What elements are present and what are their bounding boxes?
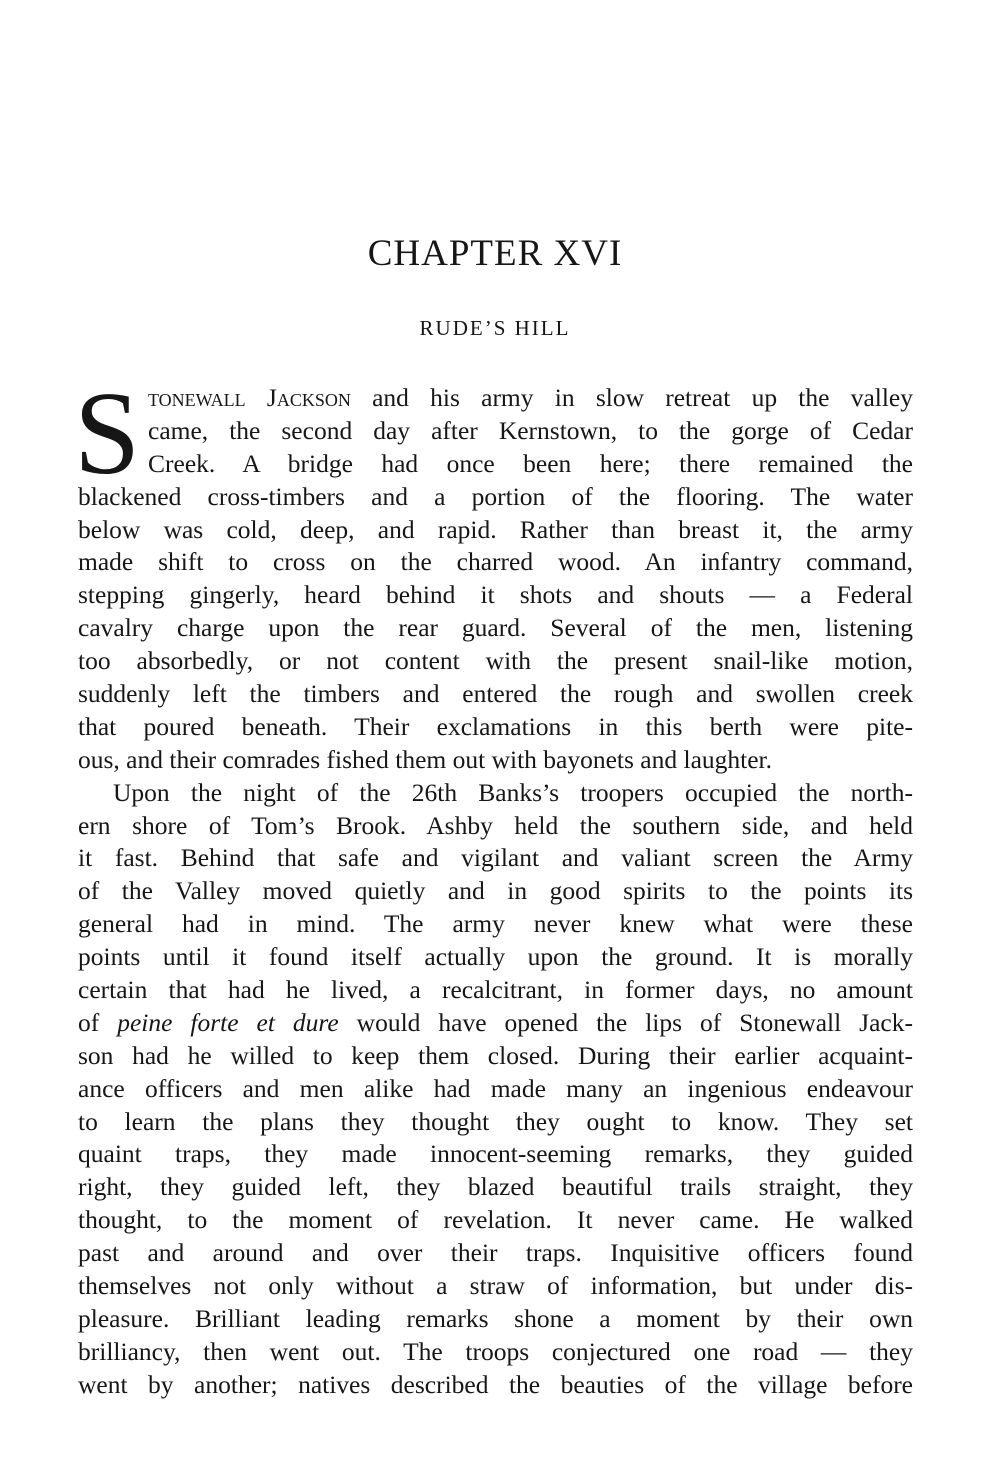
body-text xyxy=(74,367,913,1402)
paragraph-line: stepping gingerly, heard behind it shots and shouts — a Federal xyxy=(78,580,913,610)
paragraph-line: made shift to cross on the charred wood. An infantry command, xyxy=(78,547,913,577)
paragraph-line: past and around and over their traps. Inquisitive officers found xyxy=(78,1238,913,1268)
paragraph-line: Creek. A bridge had once been here; there remained the xyxy=(148,448,913,478)
paragraph-line: Upon the night of the 26th Banks’s troopers occupied the north- xyxy=(113,777,913,807)
paragraph-line: ance officers and men alike had made many an ingenious endeavour xyxy=(78,1073,913,1103)
paragraph-line: ous, and their comrades fished them out with bayonets and laughter. xyxy=(78,744,773,774)
paragraph-line: pleasure. Brilliant leading remarks shone a moment by their own xyxy=(78,1303,913,1333)
paragraph-line: right, they guided left, they blazed beautiful trails straight, they xyxy=(78,1172,913,1202)
paragraph-line: brilliancy, then went out. The troops conjectured one road — they xyxy=(78,1336,913,1366)
italic-line-suffix: would have opened the lips of Stonewall Jack- xyxy=(338,1007,913,1037)
chapter-title: CHAPTER XVI xyxy=(367,233,623,274)
paragraph-line: certain that had he lived, a recalcitrant, in former days, no amount xyxy=(78,975,913,1005)
paragraph-line: thought, to the moment of revelation. It never came. He walked xyxy=(78,1205,913,1235)
paragraph-line: it fast. Behind that safe and vigilant and valiant screen the Army xyxy=(78,843,913,873)
drop-cap: S xyxy=(74,367,141,499)
paragraph-line: quaint traps, they made innocent-seeming remarks, they guided xyxy=(78,1139,913,1169)
paragraph-line: to learn the plans they thought they ought to know. They set xyxy=(78,1106,913,1136)
paragraph-line: themselves not only without a straw of information, but under dis- xyxy=(78,1271,913,1301)
paragraph-line: below was cold, deep, and rapid. Rather than breast it, the army xyxy=(78,514,913,544)
chapter-subtitle: RUDE’S HILL xyxy=(419,316,571,340)
paragraph-line: that poured beneath. Their exclamations in this berth were pite- xyxy=(78,711,913,741)
paragraph-line: too absorbedly, or not content with the present snail-like motion, xyxy=(78,646,913,676)
paragraph-line: went by another; natives described the beauties of the village before xyxy=(78,1369,913,1399)
first-word: tonewall xyxy=(148,383,246,412)
name-rest: ackson xyxy=(276,383,351,412)
italic-line-prefix: of xyxy=(78,1007,118,1037)
paragraph-line: of the Valley moved quietly and in good spirits to the points its xyxy=(78,876,913,906)
paragraph-line: suddenly left the timbers and entered the rough and swollen creek xyxy=(78,679,913,709)
paragraph-line xyxy=(78,1007,913,1040)
first-line-rest: and his army in slow retreat up the valley xyxy=(350,383,913,412)
paragraph-line: general had in mind. The army never knew what were these xyxy=(78,909,913,939)
paragraph-line: points until it found itself actually upon the ground. It is morally xyxy=(78,942,913,972)
paragraph-line: blackened cross-timbers and a portion of the flooring. The water xyxy=(78,481,913,511)
name-initial: J xyxy=(266,383,277,412)
paragraph-line: ern shore of Tom’s Brook. Ashby held the southern side, and held xyxy=(78,810,913,840)
italic-phrase: peine forte et dure xyxy=(117,1007,339,1037)
paragraph-line: son had he willed to keep them closed. During their earlier acquaint- xyxy=(78,1040,913,1070)
paragraph-line: cavalry charge upon the rear guard. Several of the men, listening xyxy=(78,613,913,643)
paragraph-line: came, the second day after Kernstown, to the gorge of Cedar xyxy=(148,415,913,445)
